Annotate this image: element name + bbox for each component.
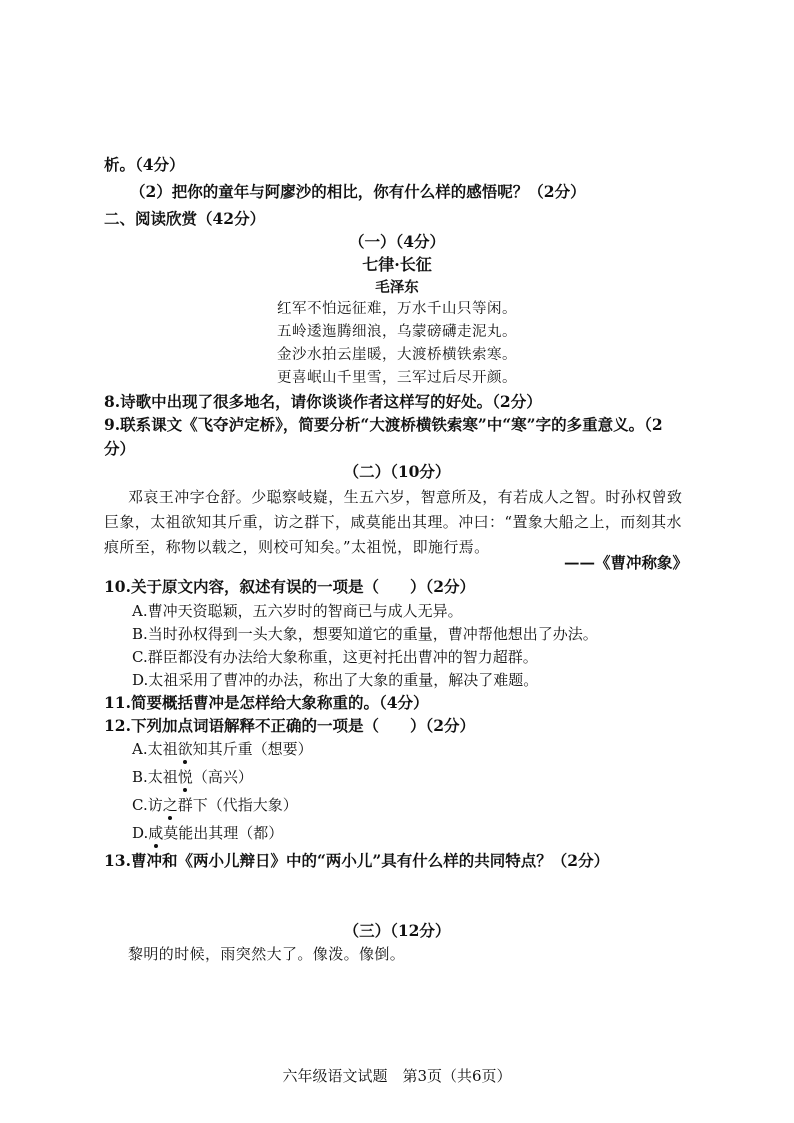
poem-author: 毛泽东	[375, 279, 419, 296]
question-8: 8.诗歌中出现了很多地名，请你谈谈作者这样写的好处。（2分）	[104, 392, 542, 411]
passage-line: 痕所至，称物以载之，则校可知矣。”太祖悦，即施行焉。	[104, 538, 490, 556]
question-12-option-c	[132, 795, 298, 815]
poem-line: 五岭逶迤腾细浪，乌蒙磅礴走泥丸。	[277, 324, 517, 340]
question-11: 11.简要概括曹冲是怎样给大象称重的。（4分）	[104, 693, 429, 712]
option-text: 莫能出其理（都）	[163, 824, 284, 842]
section-2-heading: 二、阅读欣赏（42分）	[104, 209, 266, 228]
option-text: （高兴）	[192, 768, 253, 786]
dotted-word: 悦	[177, 768, 193, 786]
passage-source: ——《曹冲称象》	[563, 553, 688, 572]
question-9-cont: 分）	[104, 439, 136, 458]
dotted-word: 之	[162, 796, 178, 814]
part-3-first-line: 黎明的时候，雨突然大了。像泼。像倒。	[128, 945, 406, 963]
question-12-option-b	[132, 767, 253, 787]
question-12: 12.下列加点词语解释不正确的一项是（ ）（2分）	[104, 716, 476, 735]
dotted-word: 欲	[177, 740, 193, 758]
question-10: 10.关于原文内容，叙述有误的一项是（ ）（2分）	[104, 577, 476, 596]
passage-line: 邓哀王冲字仓舒。少聪察岐嶷，生五六岁，智意所及，有若成人之智。时孙权曾致	[128, 488, 683, 506]
option-text: B.太祖	[132, 768, 178, 786]
poem-line: 更喜岷山千里雪，三军过后尽开颜。	[277, 370, 517, 386]
question-12-option-a	[132, 739, 313, 759]
part-1-heading: （一）（4分）	[348, 232, 446, 251]
question-10-option-a: A.曹冲天资聪颖，五六岁时的智商已与成人无异。	[132, 602, 463, 620]
part-3-heading: （三）（12分）	[343, 921, 451, 940]
passage-line: 巨象，太祖欲知其斤重，访之群下，咸莫能出其理。冲曰：“置象大船之上，而刻其水	[104, 513, 682, 531]
poem-line: 红军不怕远征难，万水千山只等闲。	[277, 301, 517, 317]
option-text: 知其斤重（想要）	[192, 740, 313, 758]
option-text: A.太祖	[132, 740, 178, 758]
option-text: D.	[132, 824, 149, 842]
question-9: 9.联系课文《飞夺泸定桥》，简要分析“大渡桥横铁索寒”中“寒”字的多重意义。（2	[104, 415, 663, 434]
poem-line: 金沙水拍云崖暖，大渡桥横铁索寒。	[277, 347, 517, 363]
poem-title: 七律·长征	[362, 255, 432, 274]
question-10-option-b: B.当时孙权得到一头大象，想要知道它的重量，曹冲帮他想出了办法。	[132, 625, 598, 643]
question-13: 13.曹冲和《两小儿辩日》中的“两小儿”具有什么样的共同特点？（2分）	[104, 851, 610, 870]
continuation-text: 析。（4分）	[104, 155, 185, 174]
part-2-heading: （二）（10分）	[343, 462, 451, 481]
question-10-option-c: C.群臣都没有办法给大象称重，这更衬托出曹冲的智力超群。	[132, 648, 538, 666]
option-text: C.访	[132, 796, 163, 814]
question-10-option-d: D.太祖采用了曹冲的办法，称出了大象的重量，解决了难题。	[132, 671, 539, 689]
option-text: 群下（代指大象）	[177, 796, 298, 814]
question-sub-2: （2）把你的童年与阿廖沙的相比，你有什么样的感悟呢？（2分）	[130, 182, 586, 201]
dotted-word: 咸	[148, 824, 164, 842]
page-footer: 六年级语文试题 第3页（共6页）	[282, 1067, 512, 1085]
question-12-option-d	[132, 823, 283, 843]
